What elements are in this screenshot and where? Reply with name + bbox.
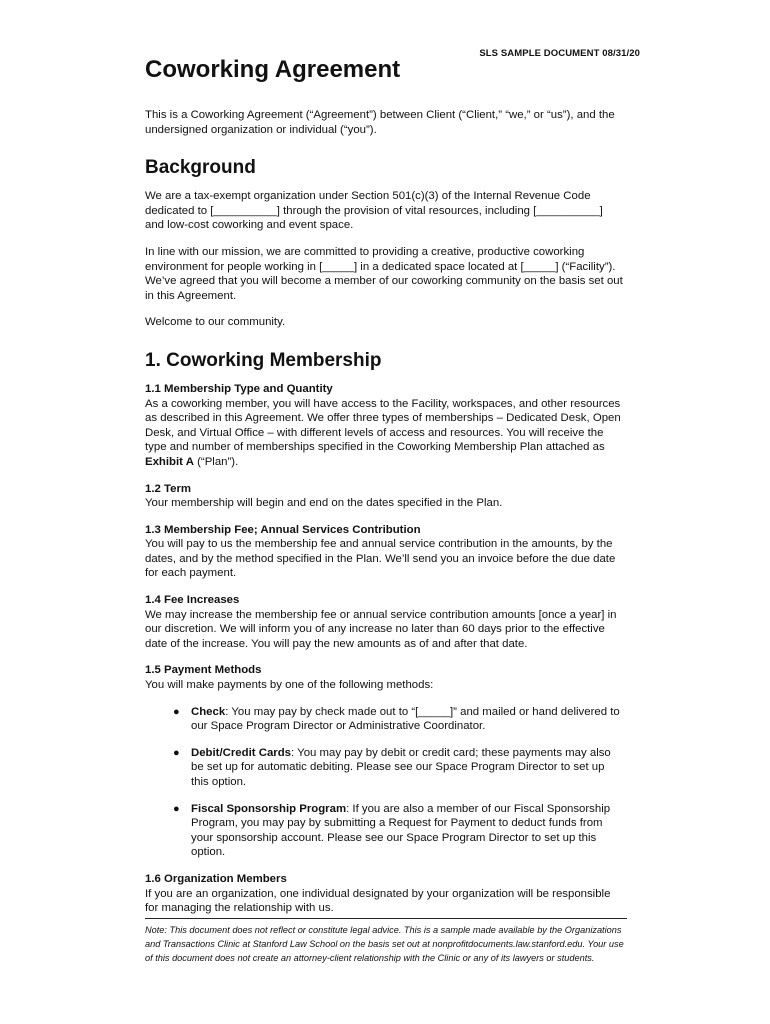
background-heading: Background	[145, 157, 256, 179]
section-1-2	[145, 482, 625, 511]
bullet-dot-icon: ●	[173, 705, 180, 718]
section-1-2-heading: 1.2 Term	[145, 482, 192, 495]
list-item	[145, 705, 625, 734]
bullet-label: Check	[191, 705, 226, 718]
section-1-1-heading: 1.1 Membership Type and Quantity	[145, 382, 333, 395]
document-body	[145, 108, 625, 928]
section-1-5-heading: 1.5 Payment Methods	[145, 664, 262, 677]
section-1-2-text: Your membership will begin and end on the dates specified in the Plan.	[145, 497, 503, 510]
bullet-text: : If you are also a member of our Fiscal Sponsorship Program, you may pay by submitting a Request for Payment to deduct funds from your sponsorship account. Please see our Space Program Director to set up this option.	[191, 802, 611, 859]
section-1-4-text: We may increase the membership fee or annual service contribution amounts [once a year] in our discretion. We will inform you of any increase no later than 60 days prior to the effective date of the increase. You will pay the new amounts as of and after that date.	[145, 608, 617, 650]
section-1-6-text: If you are an organization, one individual designated by your organization will be responsible for managing the relationship with us.	[145, 887, 611, 915]
membership-heading: 1. Coworking Membership	[145, 349, 382, 371]
section-1-1-text-a: As a coworking member, you will have access to the Facility, workspaces, and other resources as described in this Agreement. We offer three types of memberships – Dedicated Desk, Open Desk, and Virtual Office – with different levels of access and resources. You will receive the type and number of memberships specified in the Coworking Membership Plan attached as	[145, 397, 621, 454]
bullet-dot-icon: ●	[173, 746, 180, 759]
bullet-text: : You may pay by debit or credit card; these payments may also be set up for automatic debiting. Please see our Space Program Director to set up this option.	[191, 746, 611, 788]
intro-paragraph: This is a Coworking Agreement (“Agreement”) between Client (“Client,” “we,” or “us”), and the undersigned organization or individual (“you”).	[145, 109, 615, 136]
payment-methods-list	[145, 705, 625, 860]
section-1-3	[145, 523, 625, 581]
section-1-3-text: You will pay to us the membership fee and annual service contribution in the amounts, by the dates, and by the method specified in the Plan. We’ll send you an invoice before the due date for each payment.	[145, 538, 616, 580]
background-paragraph-1: We are a tax-exempt organization under Section 501(c)(3) of the Internal Revenue Code dedicated to [__________] through the provision of vital resources, including [__________] and low-cost coworking and event space.	[145, 190, 603, 232]
list-item	[145, 746, 625, 790]
exhibit-a-label: Exhibit A	[145, 455, 194, 468]
footer-note: Note: This document does not reflect or constitute legal advice. This is a sample made available by the Organizations and Transactions Clinic at Stanford Law School on the basis set out at nonprofitdocuments.law.stanford.edu. Your use of this document does not create an attorney-client relationship with the Clinic or any of its lawyers or students.	[145, 925, 624, 963]
document-title: Coworking Agreement	[145, 56, 401, 83]
section-1-1	[145, 382, 625, 470]
section-1-3-heading: 1.3 Membership Fee; Annual Services Contribution	[145, 523, 421, 536]
bullet-label: Fiscal Sponsorship Program	[191, 802, 347, 815]
document-tag: SLS SAMPLE DOCUMENT 08/31/20	[479, 48, 640, 59]
section-1-4	[145, 593, 625, 651]
section-1-5	[145, 663, 625, 860]
section-1-6	[145, 872, 625, 916]
section-1-5-text: You will make payments by one of the following methods:	[145, 679, 434, 692]
footer-divider	[145, 918, 627, 919]
background-paragraph-3: Welcome to our community.	[145, 316, 286, 329]
background-paragraph-2: In line with our mission, we are committed to providing a creative, productive coworking environment for people working in [_____] in a dedicated space located at [_____] (“Facility”). We’ve agreed that you will become a member of our coworking community on the basis set out in this Agreement.	[145, 245, 623, 302]
bullet-text: : You may pay by check made out to “[_____]” and mailed or hand delivered to our Space Program Director or Administrative Coordinator.	[191, 705, 620, 733]
bullet-dot-icon: ●	[173, 802, 180, 815]
section-1-4-heading: 1.4 Fee Increases	[145, 594, 240, 607]
section-1-1-text	[145, 397, 625, 470]
section-1-6-heading: 1.6 Organization Members	[145, 872, 287, 885]
section-1-1-text-b: (“Plan”).	[193, 455, 239, 468]
bullet-label: Debit/Credit Cards	[191, 746, 292, 759]
list-item	[145, 802, 625, 860]
